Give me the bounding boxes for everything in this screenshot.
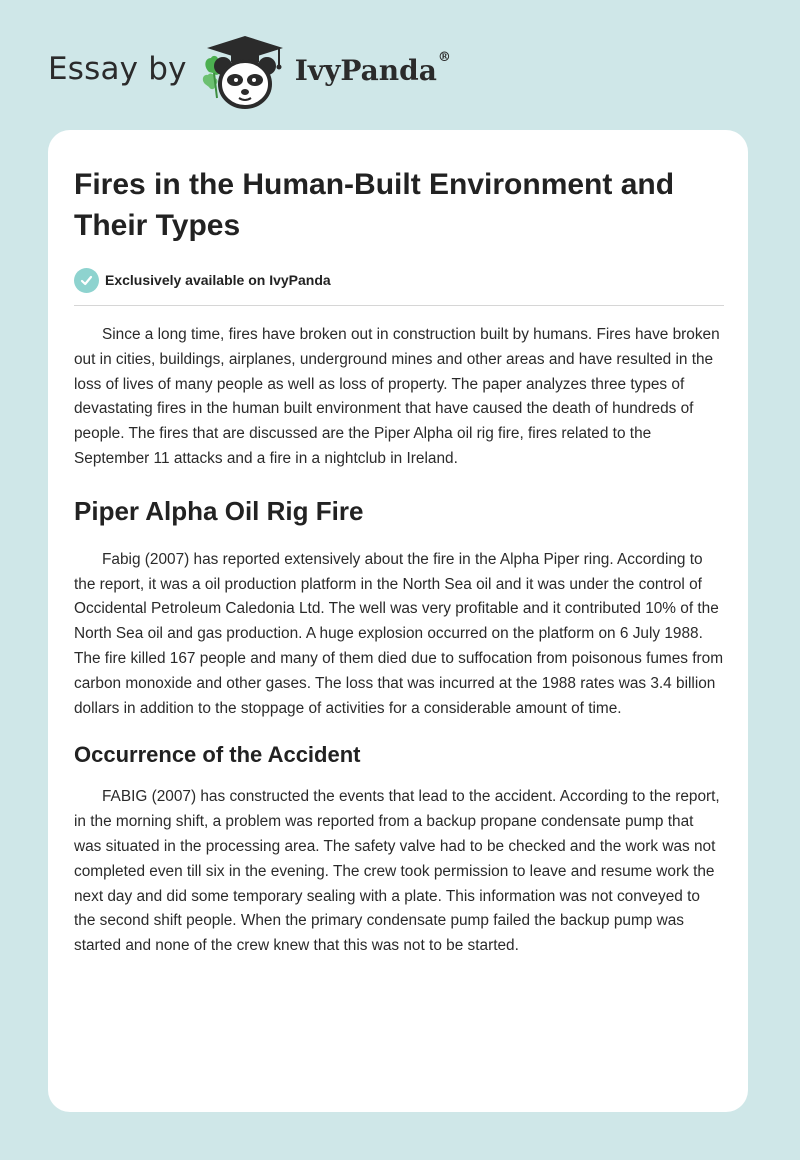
- divider: [74, 305, 724, 306]
- brand-name: IvyPanda®: [294, 49, 451, 87]
- check-icon: [74, 268, 99, 293]
- exclusive-label: Exclusively available on IvyPanda: [105, 272, 331, 288]
- subsection-heading-occurrence: Occurrence of the Accident: [74, 742, 361, 768]
- brand-prefix: Essay by: [48, 51, 187, 87]
- brand-header[interactable]: [48, 32, 451, 112]
- exclusive-badge: [74, 267, 724, 293]
- registered-mark: ®: [437, 49, 451, 65]
- piper-alpha-paragraph: Fabig (2007) has reported extensively about the fire in the Alpha Piper ring. According to the report, it was a oil production platform in the North Sea oil and it was under the control of Occidental Petroleum Caledonia Ltd. The well was very profitable and it contributed 10% of the North Sea oil and gas production. A huge explosion occurred on the platform on 6 July 1988. The fire killed 167 people and many of them died due to suffocation from poisonous fumes from carbon monoxide and other gases. The loss that was incurred at the 1988 rates was 3.4 billion dollars in addition to the stoppage of activities for a considerable amount of time.: [74, 550, 724, 717]
- occurrence-paragraph: FABIG (2007) has constructed the events that lead to the accident. According to the report, in the morning shift, a problem was reported from a backup propane condensate pump that was situated in the processing area. The safety valve had to be checked and the work was not completed even till six in the evening. The crew took permission to leave and resume work the next day and did some temporary sealing with a plate. This information was not conveyed to the second shift people. When the primary condensate pump failed the backup pump was started and none of the crew knew that this was not to be started.: [74, 788, 720, 955]
- panda-logo-icon: [201, 32, 289, 112]
- section-heading-piper-alpha: Piper Alpha Oil Rig Fire: [74, 495, 364, 526]
- essay-card: [48, 130, 748, 1112]
- intro-paragraph: Since a long time, fires have broken out in construction built by humans. Fires have broken out in cities, buildings, airplanes, underground mines and other areas and have resulted in the loss of lives of many people as well as loss of property. The paper analyzes three types of devastating fires in the human built environment that have caused the death of hundreds of people. The fires that are discussed are the Piper Alpha oil rig fire, fires related to the September 11 attacks and a fire in a nightclub in Ireland.: [74, 326, 720, 467]
- essay-content: [74, 164, 724, 959]
- essay-title: Fires in the Human-Built Environment and Their Types: [74, 168, 675, 242]
